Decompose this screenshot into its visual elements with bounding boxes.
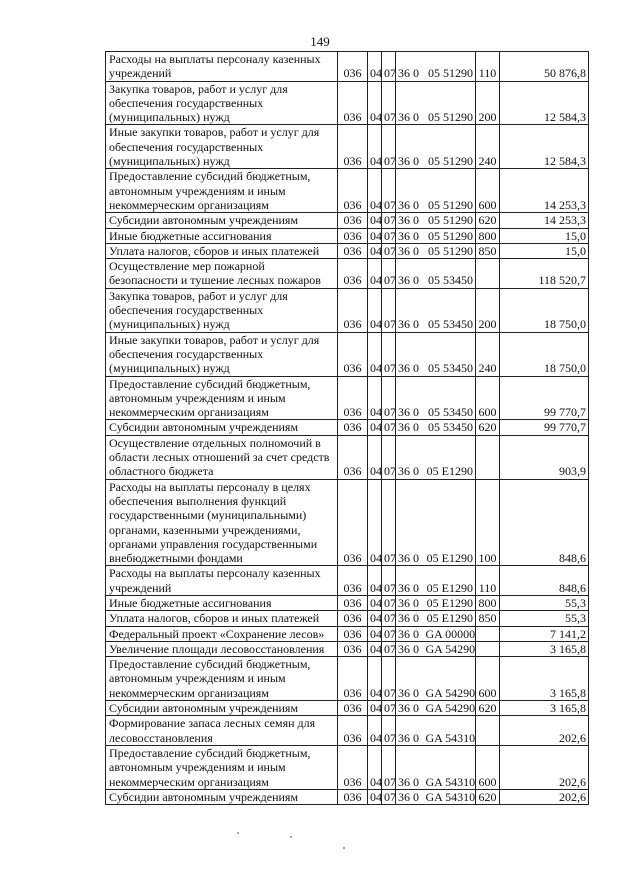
table-body — [106, 52, 589, 805]
expense-type-code: 240 — [476, 332, 500, 376]
target-article-prefix: 36 0 — [396, 479, 424, 566]
target-article-prefix: 36 0 — [396, 611, 424, 626]
subsection-code: 07 — [382, 611, 396, 626]
scan-speck — [343, 847, 345, 849]
subsection-code: 07 — [382, 243, 396, 258]
section-code: 04 — [368, 716, 382, 746]
subsection-code: 07 — [382, 566, 396, 596]
target-article-prefix: 36 0 — [396, 125, 424, 169]
ministry-code: 036 — [338, 243, 368, 258]
amount: 55,3 — [500, 611, 589, 626]
section-code: 04 — [368, 745, 382, 789]
ministry-code: 036 — [338, 125, 368, 169]
target-article-prefix: 36 0 — [396, 259, 424, 289]
ministry-code: 036 — [338, 81, 368, 125]
expense-type-code: 240 — [476, 125, 500, 169]
expense-type-code: 850 — [476, 611, 500, 626]
target-article-prefix: 36 0 — [396, 657, 424, 701]
ministry-code: 036 — [338, 213, 368, 228]
expense-type-code — [476, 716, 500, 746]
amount: 12 584,3 — [500, 81, 589, 125]
section-code: 04 — [368, 420, 382, 435]
ministry-code: 036 — [338, 435, 368, 479]
ministry-code: 036 — [338, 641, 368, 656]
scan-speck — [237, 832, 239, 834]
row-name: Расходы на выплаты персоналу в целях обеспечения выполнения функций государственными (муниципальными) органами, казенными учреждениями, органами управления государственными внебюджетными фондами — [106, 479, 338, 566]
ministry-code: 036 — [338, 611, 368, 626]
row-name: Уплата налогов, сборов и иных платежей — [106, 243, 338, 258]
target-article-code: 05 51290 — [424, 169, 476, 213]
target-article-prefix: 36 0 — [396, 420, 424, 435]
table-row — [106, 435, 589, 479]
target-article-prefix: 36 0 — [396, 81, 424, 125]
target-article-code: 05 53450 — [424, 288, 476, 332]
target-article-code: GA 54310 — [425, 789, 476, 804]
expense-type-code: 850 — [476, 243, 500, 258]
section-code: 04 — [368, 566, 382, 596]
row-name: Предоставление субсидий бюджетным, автономным учреждениям и иным некоммерческим организациям — [106, 745, 338, 789]
table-row — [106, 243, 589, 258]
ministry-code: 036 — [338, 595, 368, 610]
table-row — [106, 479, 589, 566]
table-row — [106, 611, 589, 626]
expense-type-code: 200 — [476, 81, 500, 125]
row-name: Формирование запаса лесных семян для лесовосстановления — [106, 716, 338, 746]
section-code: 04 — [368, 479, 382, 566]
amount: 14 253,3 — [500, 213, 589, 228]
table-row — [106, 566, 589, 596]
section-code: 04 — [368, 595, 382, 610]
expense-type-code: 600 — [476, 657, 500, 701]
subsection-code: 07 — [382, 716, 396, 746]
target-article-prefix: 36 0 — [396, 566, 424, 596]
subsection-code: 07 — [382, 420, 396, 435]
table-row — [106, 789, 589, 804]
ministry-code: 036 — [338, 789, 368, 804]
table-row — [106, 701, 589, 716]
section-code: 04 — [368, 125, 382, 169]
row-name: Увеличение площади лесовосстановления — [106, 641, 338, 656]
target-article-code: GA 54290 — [424, 657, 476, 701]
expense-type-code: 200 — [476, 288, 500, 332]
section-code: 04 — [368, 52, 382, 82]
ministry-code: 036 — [338, 288, 368, 332]
target-article-code: 05 51290 — [424, 52, 476, 82]
section-code: 04 — [368, 332, 382, 376]
section-code: 04 — [368, 213, 382, 228]
row-name: Предоставление субсидий бюджетным, автономным учреждениям и иным некоммерческим организациям — [106, 657, 338, 701]
amount: 7 141,2 — [500, 626, 589, 641]
target-article-code: 05 E1290 — [424, 611, 476, 626]
target-article-prefix: 36 0 — [396, 641, 424, 656]
section-code: 04 — [368, 435, 382, 479]
amount: 3 165,8 — [500, 641, 589, 656]
subsection-code: 07 — [382, 641, 396, 656]
amount: 903,9 — [500, 435, 589, 479]
target-article-code: 05 51290 — [424, 125, 476, 169]
row-name: Субсидии автономным учреждениям — [106, 213, 338, 228]
amount: 18 750,0 — [500, 332, 589, 376]
target-article-code: 05 53450 — [424, 376, 476, 420]
row-name: Иные бюджетные ассигнования — [106, 228, 338, 243]
table-row — [106, 52, 589, 82]
table-row — [106, 420, 589, 435]
amount: 202,6 — [500, 789, 589, 804]
target-article-prefix: 36 0 — [396, 595, 424, 610]
table-row — [106, 169, 589, 213]
expense-type-code: 100 — [476, 479, 500, 566]
ministry-code: 036 — [338, 566, 368, 596]
target-article-code: GA 00000 — [425, 626, 476, 641]
target-article-prefix: 36 0 — [396, 745, 424, 789]
subsection-code: 07 — [382, 376, 396, 420]
ministry-code: 036 — [338, 52, 368, 82]
page-number: 149 — [310, 34, 330, 49]
table-row — [106, 259, 589, 289]
target-article-code: 05 53450 — [424, 259, 476, 289]
table-row — [106, 332, 589, 376]
table-row — [106, 716, 589, 746]
target-article-code: 05 51290 — [424, 243, 476, 258]
amount: 3 165,8 — [500, 701, 589, 716]
section-code: 04 — [368, 259, 382, 289]
subsection-code: 07 — [382, 228, 396, 243]
subsection-code: 07 — [382, 259, 396, 289]
amount: 15,0 — [500, 243, 589, 258]
expense-type-code: 110 — [476, 566, 500, 596]
target-article-code: 05 51290 — [424, 213, 476, 228]
target-article-code: 05 51290 — [424, 228, 476, 243]
ministry-code: 036 — [338, 716, 368, 746]
subsection-code: 07 — [382, 125, 396, 169]
expense-type-code: 600 — [476, 376, 500, 420]
expense-type-code — [476, 641, 500, 656]
expense-type-code — [476, 259, 500, 289]
expense-type-code: 600 — [476, 169, 500, 213]
target-article-code: GA 54310 — [424, 745, 476, 789]
table-row — [106, 745, 589, 789]
amount: 848,6 — [500, 566, 589, 596]
target-article-code: GA 54290 — [425, 701, 476, 716]
section-code: 04 — [368, 243, 382, 258]
target-article-prefix: 36 0 — [396, 243, 424, 258]
target-article-prefix: 36 0 — [396, 376, 424, 420]
subsection-code: 07 — [382, 52, 396, 82]
row-name: Субсидии автономным учреждениям — [106, 789, 338, 804]
row-name: Федеральный проект «Сохранение лесов» — [106, 626, 338, 641]
amount: 848,6 — [500, 479, 589, 566]
expense-type-code: 620 — [476, 213, 500, 228]
target-article-prefix: 36 0 — [396, 626, 424, 641]
amount: 202,6 — [500, 716, 589, 746]
expense-type-code — [476, 626, 500, 641]
ministry-code: 036 — [338, 657, 368, 701]
section-code: 04 — [368, 81, 382, 125]
row-name: Иные закупки товаров, работ и услуг для обеспечения государственных (муниципальных) нужд — [106, 125, 338, 169]
subsection-code: 07 — [382, 479, 396, 566]
subsection-code: 07 — [382, 213, 396, 228]
table-row — [106, 125, 589, 169]
amount: 3 165,8 — [500, 657, 589, 701]
subsection-code: 07 — [382, 657, 396, 701]
amount: 202,6 — [500, 745, 589, 789]
section-code: 04 — [368, 376, 382, 420]
table-row — [106, 657, 589, 701]
row-name: Субсидии автономным учреждениям — [106, 420, 338, 435]
ministry-code: 036 — [338, 376, 368, 420]
target-article-code: GA 54290 — [425, 641, 476, 656]
table-row — [106, 228, 589, 243]
ministry-code: 036 — [338, 479, 368, 566]
subsection-code: 07 — [382, 81, 396, 125]
scan-speck — [290, 836, 292, 838]
expense-type-code — [476, 435, 500, 479]
section-code: 04 — [368, 169, 382, 213]
target-article-code: 05 E1290 — [424, 595, 476, 610]
amount: 99 770,7 — [500, 376, 589, 420]
table-row — [106, 288, 589, 332]
section-code: 04 — [368, 657, 382, 701]
subsection-code: 07 — [382, 435, 396, 479]
table-row — [106, 81, 589, 125]
table-row — [106, 595, 589, 610]
budget-table — [105, 51, 589, 805]
amount: 99 770,7 — [500, 420, 589, 435]
target-article-prefix: 36 0 — [396, 789, 424, 804]
target-article-code: 05 53450 — [424, 420, 476, 435]
ministry-code: 036 — [338, 228, 368, 243]
target-article-prefix: 36 0 — [396, 213, 424, 228]
row-name: Закупка товаров, работ и услуг для обеспечения государственных (муниципальных) нужд — [106, 81, 338, 125]
target-article-code: 05 51290 — [424, 81, 476, 125]
target-article-code: 05 53450 — [424, 332, 476, 376]
row-name: Уплата налогов, сборов и иных платежей — [106, 611, 338, 626]
ministry-code: 036 — [338, 626, 368, 641]
table-row — [106, 641, 589, 656]
row-name: Субсидии автономным учреждениям — [106, 701, 338, 716]
target-article-prefix: 36 0 — [396, 435, 424, 479]
target-article-prefix: 36 0 — [396, 52, 424, 82]
expense-type-code: 620 — [476, 420, 500, 435]
subsection-code: 07 — [382, 701, 396, 716]
expense-type-code: 800 — [476, 595, 500, 610]
section-code: 04 — [368, 641, 382, 656]
table-row — [106, 626, 589, 641]
expense-type-code: 110 — [476, 52, 500, 82]
row-name: Иные бюджетные ассигнования — [106, 595, 338, 610]
target-article-prefix: 36 0 — [396, 716, 424, 746]
ministry-code: 036 — [338, 420, 368, 435]
section-code: 04 — [368, 701, 382, 716]
row-name: Иные закупки товаров, работ и услуг для обеспечения государственных (муниципальных) нужд — [106, 332, 338, 376]
amount: 15,0 — [500, 228, 589, 243]
subsection-code: 07 — [382, 745, 396, 789]
row-name: Расходы на выплаты персоналу казенных учреждений — [106, 52, 338, 82]
row-name: Осуществление отдельных полномочий в области лесных отношений за счет средств областного бюджета — [106, 435, 338, 479]
table-row — [106, 213, 589, 228]
subsection-code: 07 — [382, 288, 396, 332]
amount: 14 253,3 — [500, 169, 589, 213]
row-name: Закупка товаров, работ и услуг для обеспечения государственных (муниципальных) нужд — [106, 288, 338, 332]
section-code: 04 — [368, 288, 382, 332]
amount: 50 876,8 — [500, 52, 589, 82]
section-code: 04 — [368, 789, 382, 804]
expense-type-code: 600 — [476, 745, 500, 789]
target-article-code: GA 54310 — [424, 716, 476, 746]
section-code: 04 — [368, 626, 382, 641]
ministry-code: 036 — [338, 169, 368, 213]
target-article-prefix: 36 0 — [396, 288, 424, 332]
target-article-prefix: 36 0 — [396, 228, 424, 243]
amount: 55,3 — [500, 595, 589, 610]
target-article-code: 05 E1290 — [424, 479, 476, 566]
ministry-code: 036 — [338, 259, 368, 289]
target-article-code: 05 E1290 — [424, 435, 476, 479]
subsection-code: 07 — [382, 169, 396, 213]
ministry-code: 036 — [338, 745, 368, 789]
target-article-prefix: 36 0 — [396, 332, 424, 376]
expense-type-code: 800 — [476, 228, 500, 243]
amount: 18 750,0 — [500, 288, 589, 332]
row-name: Предоставление субсидий бюджетным, автономным учреждениям и иным некоммерческим организациям — [106, 169, 338, 213]
subsection-code: 07 — [382, 626, 396, 641]
expense-type-code: 620 — [476, 701, 500, 716]
row-name: Расходы на выплаты персоналу казенных учреждений — [106, 566, 338, 596]
subsection-code: 07 — [382, 789, 396, 804]
table-row — [106, 376, 589, 420]
subsection-code: 07 — [382, 332, 396, 376]
subsection-code: 07 — [382, 595, 396, 610]
target-article-prefix: 36 0 — [396, 169, 424, 213]
section-code: 04 — [368, 611, 382, 626]
amount: 118 520,7 — [500, 259, 589, 289]
row-name: Осуществление мер пожарной безопасности и тушение лесных пожаров — [106, 259, 338, 289]
amount: 12 584,3 — [500, 125, 589, 169]
target-article-code: 05 E1290 — [424, 566, 476, 596]
row-name: Предоставление субсидий бюджетным, автономным учреждениям и иным некоммерческим организациям — [106, 376, 338, 420]
ministry-code: 036 — [338, 332, 368, 376]
target-article-prefix: 36 0 — [396, 701, 424, 716]
section-code: 04 — [368, 228, 382, 243]
ministry-code: 036 — [338, 701, 368, 716]
expense-type-code: 620 — [476, 789, 500, 804]
